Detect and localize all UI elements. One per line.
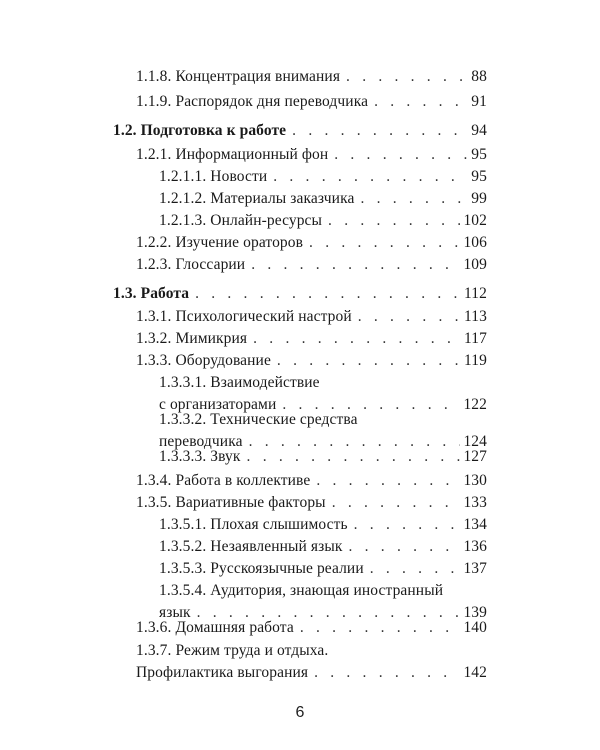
toc-entry-1-3-5-2[interactable] — [159, 536, 487, 558]
toc-leader-dots — [314, 662, 460, 684]
toc-entry-1-1-9[interactable] — [136, 91, 487, 113]
toc-entry-page: 117 — [464, 330, 487, 347]
toc-leader-dots — [374, 91, 468, 113]
toc-entry-title: Изучение ораторов — [175, 234, 304, 251]
toc-entry-number: 1.2.1.3. — [159, 212, 207, 229]
toc-leader-dots — [292, 120, 468, 142]
toc-entry-number: 1.3.3.1. — [159, 374, 207, 391]
toc-leader-dots — [300, 617, 461, 639]
toc-entry-title: Плохая слышимость — [210, 516, 348, 533]
toc-entry-1-1-8[interactable] — [136, 66, 487, 88]
toc-entry-page: 91 — [471, 93, 487, 110]
toc-entry-page: 134 — [463, 516, 487, 533]
toc-entry-number: 1.2.3. — [136, 256, 172, 273]
toc-entry-title: Вариативные факторы — [175, 494, 326, 511]
toc-entry-title: Психологический настрой — [175, 308, 352, 325]
toc-entry-1-2-1-1[interactable] — [159, 166, 487, 188]
toc-leader-dots — [349, 536, 461, 558]
toc-entry-title: Работа — [140, 285, 190, 302]
toc-entry-title-line2: переводчика — [159, 433, 243, 450]
toc-section-1-2[interactable] — [113, 120, 487, 142]
toc-entry-page: 109 — [463, 256, 487, 273]
toc-entry-1-2-1-2[interactable] — [159, 188, 487, 210]
toc-entry-page: 106 — [463, 234, 487, 251]
toc-entry-1-3-2[interactable] — [136, 328, 487, 350]
toc-entry-page: 88 — [471, 68, 487, 85]
toc-entry-page: 127 — [463, 448, 487, 465]
toc-entry-title: Подготовка к работе — [140, 122, 287, 139]
toc-entry-page: 124 — [463, 433, 487, 450]
toc-entry-1-3-4[interactable] — [136, 470, 487, 492]
toc-entry-1-3-3-3[interactable] — [159, 446, 487, 468]
toc-entry-title: Онлайн-ресурсы — [210, 212, 323, 229]
toc-entry-1-2-2[interactable] — [136, 232, 487, 254]
toc-entry-title-line1: Взаимодействие — [210, 374, 320, 391]
toc-leader-dots — [247, 446, 461, 468]
toc-entry-page: 137 — [463, 560, 487, 577]
toc-entry-number: 1.2.1.2. — [159, 190, 207, 207]
toc-leader-dots — [316, 470, 460, 492]
toc-entry-number: 1.2.1. — [136, 146, 172, 163]
toc-leader-dots — [195, 283, 461, 305]
toc-leader-dots — [253, 328, 461, 350]
toc-entry-number: 1.3.5.2. — [159, 538, 207, 555]
toc-entry-number: 1.3.1. — [136, 308, 172, 325]
toc-entry-1-2-3[interactable] — [136, 254, 487, 276]
toc-entry-title: Домашняя работа — [175, 619, 294, 636]
toc-entry-title-line2: Профилактика выгорания — [136, 664, 309, 681]
toc-entry-title: Распорядок дня переводчика — [175, 93, 369, 110]
toc-leader-dots — [328, 210, 460, 232]
toc-entry-page: 99 — [471, 190, 487, 207]
toc-entry-page: 119 — [464, 352, 487, 369]
toc-entry-title: Незаявленный язык — [210, 538, 343, 555]
toc-entry-title: Русскоязычные реалии — [210, 560, 364, 577]
toc-entry-title: Новости — [210, 168, 268, 185]
toc-entry-title: Материалы заказчика — [210, 190, 355, 207]
toc-entry-1-2-1[interactable] — [136, 144, 487, 166]
toc-entry-number: 1.2.1.1. — [159, 168, 207, 185]
toc-entry-page: 95 — [471, 168, 487, 185]
toc-entry-title: Мимикрия — [175, 330, 248, 347]
toc-entry-page: 113 — [464, 308, 487, 325]
toc-entry-1-3-5[interactable] — [136, 492, 487, 514]
toc-entry-1-3-1[interactable] — [136, 306, 487, 328]
toc-entry-number: 1.3.3.3. — [159, 448, 207, 465]
toc-entry-title: Звук — [210, 448, 241, 465]
toc-entry-number: 1.3.3. — [136, 352, 172, 369]
toc-leader-dots — [251, 254, 460, 276]
toc-entry-number: 1.3.5.4. — [159, 582, 207, 599]
toc-entry-page: 136 — [463, 538, 487, 555]
toc-leader-dots — [346, 66, 468, 88]
toc-leader-dots — [370, 558, 461, 580]
toc-entry-page: 102 — [463, 212, 487, 229]
toc-entry-page: 140 — [463, 619, 487, 636]
toc-entry-1-3-7[interactable] — [113, 640, 487, 684]
toc-entry-page: 142 — [463, 664, 487, 681]
toc-leader-dots — [277, 350, 461, 372]
toc-leader-dots — [354, 514, 461, 536]
toc-entry-1-3-3[interactable] — [136, 350, 487, 372]
toc-entry-page: 122 — [463, 396, 487, 413]
toc-entry-number: 1.3.6. — [136, 619, 172, 636]
toc-entry-number: 1.3.3.2. — [159, 411, 207, 428]
toc-entry-number: 1.3.2. — [136, 330, 172, 347]
toc-entry-title-line1: Аудитория, знающая иностранный — [210, 582, 444, 599]
toc-entry-number: 1.2. — [113, 122, 137, 139]
page-number: 6 — [295, 704, 305, 721]
toc-entry-number: 1.1.9. — [136, 93, 172, 110]
toc-entry-title: Оборудование — [175, 352, 271, 369]
toc-entry-title: Глоссарии — [175, 256, 246, 273]
toc-entry-page: 94 — [471, 122, 487, 139]
toc-entry-number: 1.3. — [113, 285, 137, 302]
toc-leader-dots — [273, 166, 468, 188]
toc-entry-1-2-1-3[interactable] — [159, 210, 487, 232]
toc-entry-number: 1.3.5.3. — [159, 560, 207, 577]
toc-entry-page: 112 — [464, 285, 487, 302]
toc-entry-title-line2: с организаторами — [159, 396, 277, 413]
toc-entry-number: 1.3.5. — [136, 494, 172, 511]
toc-entry-title-line2: язык — [159, 604, 191, 621]
toc-entry-title: Концентрация внимания — [175, 68, 341, 85]
toc-entry-number: 1.2.2. — [136, 234, 172, 251]
toc-entry-page: 95 — [471, 146, 487, 163]
toc-leader-dots — [334, 144, 468, 166]
toc-entry-page: 139 — [463, 604, 487, 621]
toc-entry-1-3-6[interactable] — [136, 617, 487, 639]
toc-entry-page: 130 — [463, 472, 487, 489]
toc-entry-title-line1: Технические средства — [210, 411, 358, 428]
toc-leader-dots — [358, 306, 461, 328]
toc-entry-title: Работа в коллективе — [175, 472, 311, 489]
toc-entry-title-line1: Режим труда и отдыха. — [175, 642, 329, 659]
toc-leader-dots — [309, 232, 460, 254]
toc-leader-dots — [360, 188, 468, 210]
toc-entry-number: 1.3.7. — [136, 642, 172, 659]
toc-entry-number: 1.3.5.1. — [159, 516, 207, 533]
toc-entry-1-3-5-3[interactable] — [159, 558, 487, 580]
toc-leader-dots — [332, 492, 461, 514]
toc-entry-title: Информационный фон — [175, 146, 329, 163]
toc-section-1-3[interactable] — [113, 283, 487, 305]
toc-entry-number: 1.3.4. — [136, 472, 172, 489]
toc-entry-number: 1.1.8. — [136, 68, 172, 85]
toc-entry-1-3-5-1[interactable] — [159, 514, 487, 536]
toc-entry-page: 133 — [463, 494, 487, 511]
